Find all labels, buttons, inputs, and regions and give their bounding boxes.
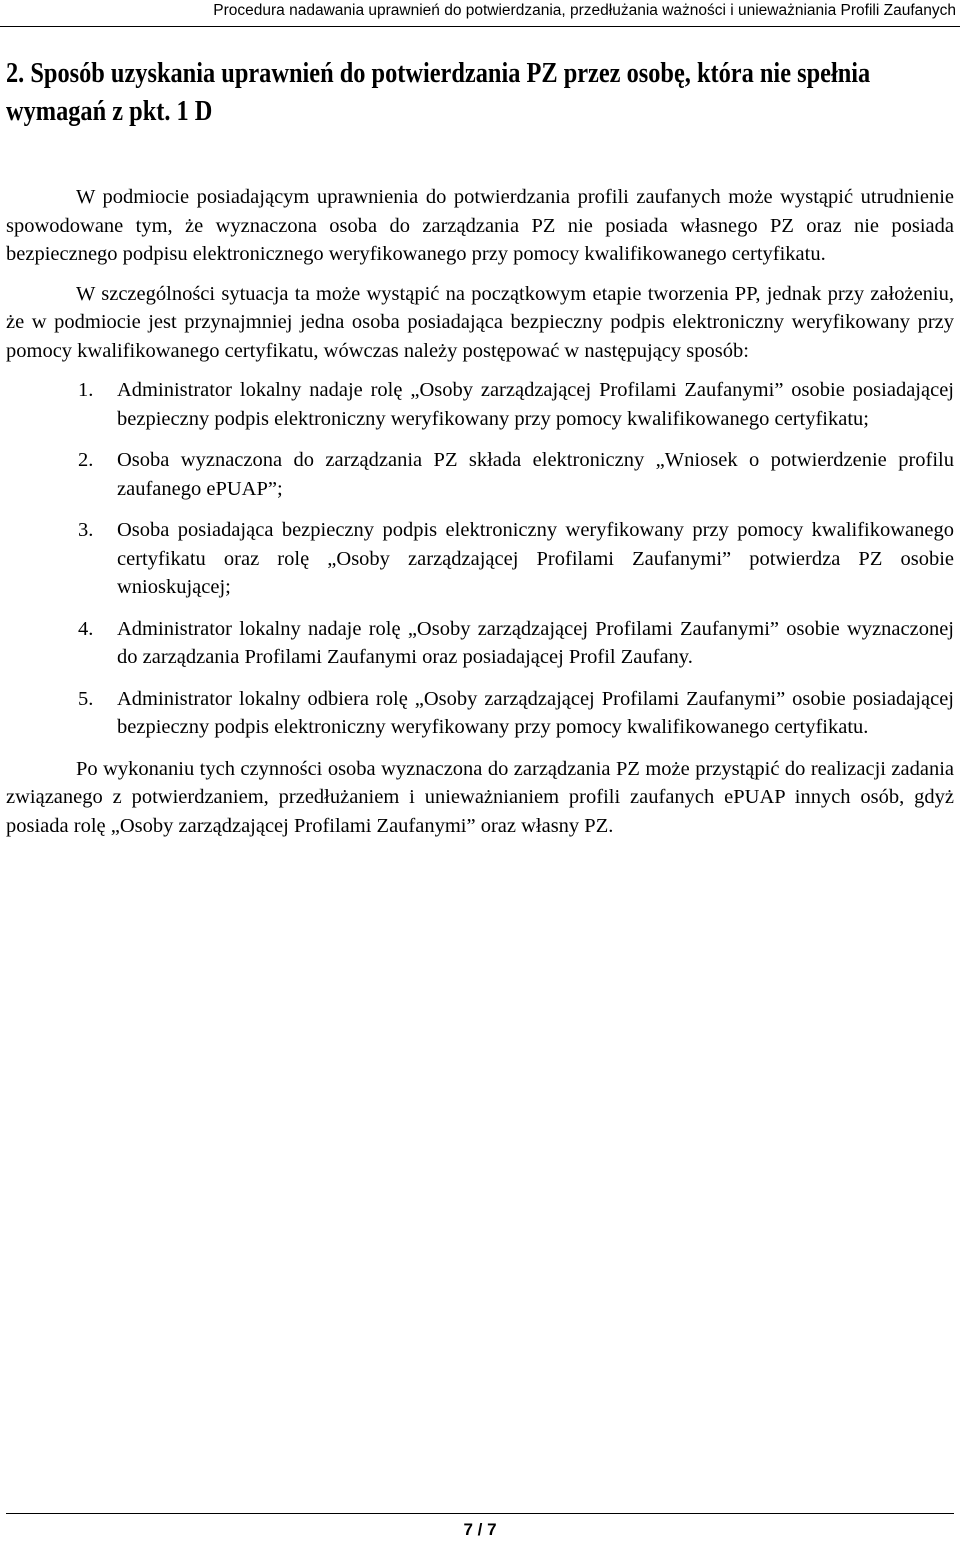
step-number: 3. xyxy=(78,519,94,541)
footer-divider xyxy=(6,1513,954,1514)
step-text: Administrator lokalny nadaje rolę „Osoby zarządzającej Profilami Zaufanymi” osobie posiadającej bezpieczny podpis elektroniczny weryfikowany przy pomocy kwalifikowanego certyfikatu; xyxy=(117,379,954,430)
intro-paragraph: W podmiocie posiadającym uprawnienia do potwierdzania profili zaufanych może wystąpić utrudnienie spowodowane tym, że wyznaczona osoba do zarządzania PZ nie posiada własnego PZ oraz nie posiada bezpiecznego podpisu elektronicznego weryfikowanego przy pomocy kwalifikowanego certyfikatu. xyxy=(6,186,954,265)
step-text: Osoba wyznaczona do zarządzania PZ składa elektroniczny „Wniosek o potwierdzenie profilu zaufanego ePUAP”; xyxy=(117,449,954,500)
step-number: 2. xyxy=(78,449,94,471)
procedure-step xyxy=(6,615,954,672)
document-body xyxy=(6,183,954,840)
context-paragraph: W szczególności sytuacja ta może wystąpić na początkowym etapie tworzenia PP, jednak przy założeniu, że w podmiocie jest przynajmniej jedna osoba posiadająca bezpieczny podpis elektroniczny weryfikowany przy pomocy kwalifikowanego certyfikatu, wówczas należy postępować w następujący sposób: xyxy=(6,282,954,362)
running-header-title: Procedura nadawania uprawnień do potwierdzania, przedłużania ważności i unieważniania Profili Zaufanych xyxy=(213,2,956,19)
step-number: 4. xyxy=(78,617,94,640)
section-heading: 2. Sposób uzyskania uprawnień do potwierdzania PZ przez osobę, która nie spełnia wymagań z pkt. 1 D xyxy=(6,58,871,127)
page-number: 7 / 7 xyxy=(463,1520,497,1539)
step-number: 1. xyxy=(78,379,94,401)
step-text: Administrator lokalny nadaje rolę „Osoby zarządzającej Profilami Zaufanymi” osobie wyznaczonej do zarządzania Profilami Zaufanymi oraz posiadającej Profil Zaufany. xyxy=(117,617,954,668)
step-text: Administrator lokalny odbiera rolę „Osoby zarządzającej Profilami Zaufanymi” osobie posiadającej bezpieczny podpis elektroniczny weryfikowany przy pomocy kwalifikowanego certyfikatu. xyxy=(117,687,954,738)
step-text: Osoba posiadająca bezpieczny podpis elektroniczny weryfikowany przy pomocy kwalifikowanego certyfikatu oraz rolę „Osoby zarządzającej Profilami Zaufanymi” potwierdza PZ osobie wnioskującej; xyxy=(117,519,954,598)
procedure-steps xyxy=(6,376,954,742)
procedure-step xyxy=(6,685,954,742)
step-number: 5. xyxy=(78,687,94,710)
procedure-step xyxy=(6,376,954,433)
running-header xyxy=(0,0,960,27)
procedure-step xyxy=(6,516,954,602)
closing-paragraph: Po wykonaniu tych czynności osoba wyznaczona do zarządzania PZ może przystąpić do realizacji zadania związanego z potwierdzaniem, przedłużaniem i unieważnianiem profili zaufanych ePUAP innych osób, gdyż posiada rolę „Osoby zarządzającej Profilami Zaufanymi” oraz własny PZ. xyxy=(6,757,954,837)
procedure-step xyxy=(6,446,954,503)
